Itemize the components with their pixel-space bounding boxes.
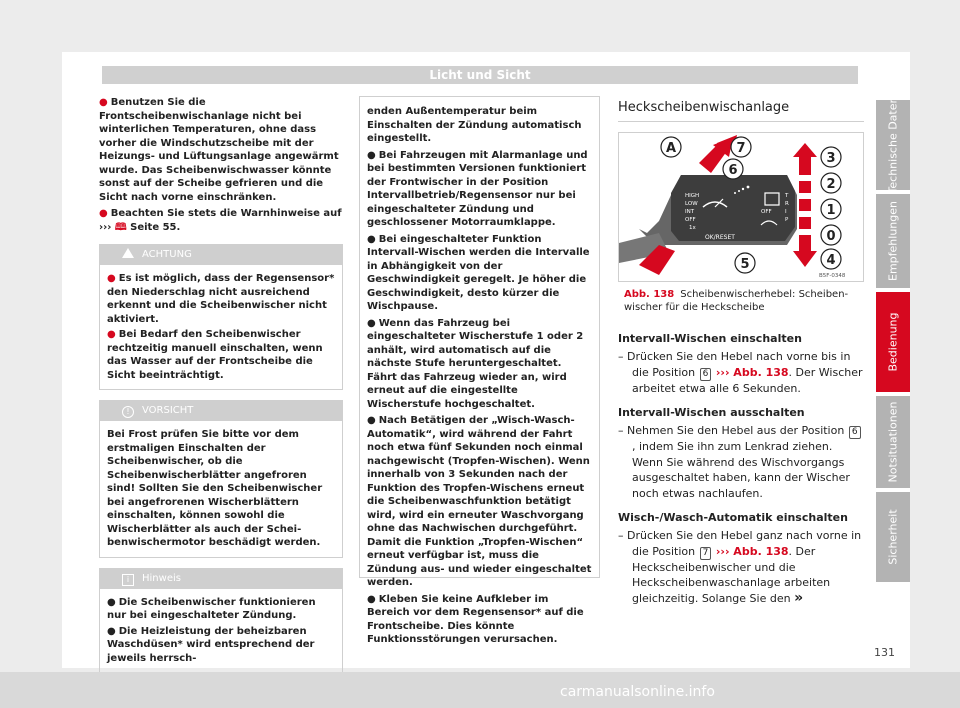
bullet-icon: ● [367,149,376,161]
figure-wiper-lever [618,132,864,282]
wiper-lever-diagram [619,133,863,281]
position-badge: 6 [700,368,712,381]
step-1-square [799,199,811,211]
step-2-square [799,181,811,193]
bullet-icon: ● [107,273,116,284]
callout-5: 5 [740,257,750,272]
bullet-icon: ● [107,596,116,608]
section-heading: Wisch-/Wasch-Automatik einschalten [618,511,848,524]
lever-label-i: I [785,209,787,215]
hinweis-header: i Hinweis [100,569,342,589]
caption-label: Abb. 138 [624,289,675,300]
bullet-icon: ● [107,625,116,637]
figure-link[interactable]: ››› Abb. 138 [715,365,789,379]
column-middle [359,96,600,645]
instruction-step: – Nehmen Sie den Hebel aus der Position 6, indem Sie ihn zum Lenkrad ziehen. Wenn Sie während des Wischvorgangs ausgeschaltet haben, kann der Wischer noch etwas nachlaufen. [618,423,864,501]
callout-1: 1 [826,203,836,218]
title-divider [618,121,864,122]
column-right [618,96,864,606]
section-title: Heckscheibenwischanlage [618,100,790,115]
list-item: ● Kleben Sie keine Aufkleber im Bereich vor dem Regensensor* auf die Frontscheibe. Dies könnte Funktionsstörungen verursachen. [367,593,584,645]
figure-caption: Abb. 138 Scheibenwischerhebel: Scheibenwischer für die Heckscheibe [624,289,849,313]
tab-bedienung[interactable]: Bedienung [876,292,910,392]
list-item: ● Bei Fahrzeugen mit Alarmanlage und bei bestimmten Versionen funktioniert der Frontwischer in der Position Intervallbetrieb/Regensensor nur bei eingeschalteter Zündung und geschlossener Motorraumklappe. [367,149,588,228]
bullet-icon: ● [367,593,376,605]
vorsicht-text: Bei Frost prüfen Sie bitte vor dem erstmaligen Einschalten der Scheibenwischer, ob die Scheibenwischerblätter angefroren sind! Sollten Sie den Scheibenwischer bei angefrorenen Wischerblättern einschalten, können sowohl die Wischerblätter als auch der Scheibenwischermotor beschädigt werden. [107,429,323,548]
list-item: ● Die Heizleistung der beheizbaren Waschdüsen* wird entsprechend der jeweils herrsch- [107,625,315,664]
lever-label-off2: OFF [761,209,772,215]
bullet-icon: ● [107,329,116,340]
page-header: Licht und Sicht [102,66,858,84]
tab-notsituationen[interactable]: Notsituationen [876,396,910,488]
callout-6: 6 [728,163,738,178]
arrow-4-icon [793,235,817,267]
lever-label-t: T [785,193,789,199]
achtung-header: ACHTUNG [100,245,342,265]
instruction-step: – Drücken Sie den Hebel nach vorne bis in die Position 6 ››› Abb. 138. Der Wischer arbeitet etwa alle 6 Sekunden. [618,350,863,395]
bullet-icon: ● [367,233,376,245]
page-number: 131 [874,646,895,659]
bullet-icon: ● [99,208,108,219]
bullet-icon: ● [367,317,376,329]
lever-label-r: R [785,201,789,207]
tab-sicherheit[interactable]: Sicherheit [876,492,910,582]
info-icon: i [122,574,134,586]
list-item: ● Beachten Sie stets die Warnhinweise auf ››› 🕮 Seite 55. [99,208,342,233]
page-link[interactable]: Seite 55. [130,221,181,233]
lever-label-p: P [785,217,789,223]
bullet-icon: ● [99,97,108,108]
callout-2: 2 [826,177,836,192]
instruction-step: – Drücken Sie den Hebel ganz nach vorne in die Position 7 ››› Abb. 138. Der Heckscheibenwischer und die Heckscheibenwaschanlage arbeiten gleichzeitig. Solange Sie den » [618,529,862,606]
callout-0: 0 [826,229,836,244]
lever-face [671,175,795,241]
section-heading: Intervall-Wischen einschalten [618,332,802,345]
list-item: ● Es ist möglich, dass der Regensensor* den Niederschlag nicht ausreichend erkennt und die Scheibenwischer nicht aktiviert. [107,273,335,325]
list-item: ● Wenn das Fahrzeug bei eingeschalteter Wischerstufe 1 oder 2 anhält, wird automatisch auf die nächste Stufe heruntergeschaltet. Fährt das Fahrzeug wieder an, wird erneut auf die eingestellte Wischerstufe hochgeschaltet. [367,317,584,410]
callout-a: A [665,141,677,156]
position-badge: 6 [849,426,861,439]
continued-text: enden Außentemperatur beim Einschalten der Zündung automatisch eingestellt. [367,106,582,144]
footer-band [0,672,960,708]
vorsicht-header: ! VORSICHT [100,401,342,421]
callout-7: 7 [736,141,746,156]
callout-4: 4 [826,253,836,268]
book-icon: 🕮 [114,221,127,233]
lever-label-low: LOW [685,201,698,207]
list-item: ● Nach Betätigen der „Wisch-Wasch-Automatik“, wird während der Fahrt noch etwa fünf Sekunden noch einmal nachgewischt (Tropfen-Wischen). Wenn innerhalb von 3 Sekunden nach der Funktion des Tropfen-Wischens erneut die Scheibenwaschfunktion betätigt wird, wird ein erneuter Waschvorgang ohne das Nachwischen durchgeführt. Damit die Funktion „Tropfen-Wischen“ erneut verfügbar ist, muss die Zündung aus- und wieder eingeschaltet werden. [367,415,592,588]
figure-code: B5F-0348 [819,273,846,279]
step-0-square [799,217,811,229]
position-badge: 7 [700,547,712,560]
figure-link[interactable]: ››› Abb. 138 [715,544,789,558]
hinweis-box [99,568,343,674]
achtung-box [99,244,343,390]
lever-label-off: OFF [685,217,696,223]
lever-label-okreset: OK/RESET [705,234,735,241]
lever-label-int: INT [685,209,695,215]
continue-icon: » [794,589,804,606]
tab-empfehlungen[interactable]: Empfehlungen [876,194,910,288]
bullet-icon: ● [367,415,376,426]
callout-3: 3 [826,151,836,166]
hinweis-continued-box [359,96,600,645]
column-left [99,96,343,673]
lever-label-1x: 1x [689,225,696,231]
vorsicht-box [99,400,343,558]
list-item: ● Die Scheibenwischer funktionieren nur bei eingeschalteter Zündung. [107,596,316,621]
lever-label-high: HIGH [685,193,700,199]
list-item: ● Bei eingeschalteter Funktion Intervall-Wischen werden die Intervalle in Abhängigkeit von der Geschwindigkeit geregelt. Je höher die Geschwindigkeit, desto kürzer die Wischpause. [367,233,590,312]
tab-technische-daten[interactable]: Technische Daten [876,100,910,190]
watermark: carmanualsonline.info [560,684,715,700]
list-item: ● Benutzen Sie die Frontscheibenwischanlage nicht bei winterlichen Temperaturen, ohne dass vorher die Windschutzscheibe mit der Heizungs- und Lüftungsanlage angewärmt wurde. Das Scheibenwischwasser könnte sonst auf der Scheibe gefrieren und die Sicht nach vorne einschränken. [99,97,339,203]
warning-icon [122,248,134,258]
arrow-3-icon [793,143,817,175]
section-heading: Intervall-Wischen ausschalten [618,406,805,419]
list-item: ● Bei Bedarf den Scheibenwischer rechtzeitig manuell einschalten, wenn das Wasser auf der Frontscheibe die Sicht beeinträchtigt. [107,329,323,381]
caution-icon: ! [122,406,134,418]
